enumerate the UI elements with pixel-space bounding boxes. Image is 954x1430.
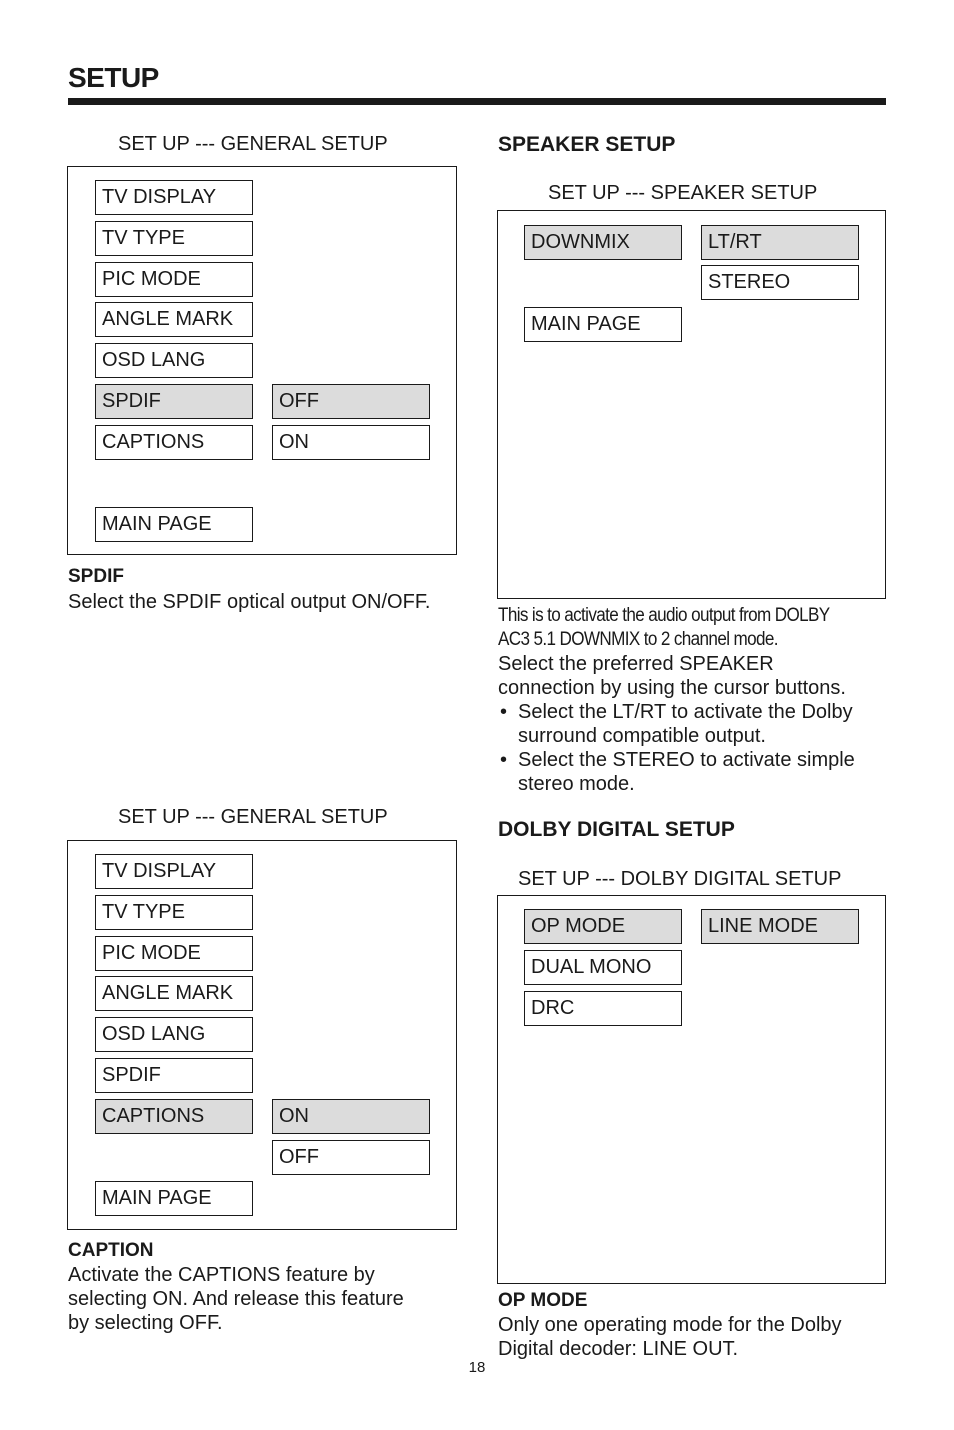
option-on: ON: [272, 425, 430, 460]
menu-item-main-page: MAIN PAGE: [524, 307, 682, 342]
spdif-note-heading: SPDIF: [68, 566, 124, 587]
option-stereo: STEREO: [701, 265, 859, 300]
op-mode-note-text: Only one operating mode for the Dolby Digital decoder: LINE OUT.: [498, 1314, 842, 1360]
title-rule: [68, 98, 886, 105]
option-off-selected: OFF: [272, 384, 430, 419]
dolby-setup-caption: SET UP --- DOLBY DIGITAL SETUP: [518, 868, 842, 890]
menu-item-spdif: SPDIF: [95, 1058, 253, 1093]
option-on-selected: ON: [272, 1099, 430, 1134]
menu-item-main-page: MAIN PAGE: [95, 507, 253, 542]
menu-item-tv-type: TV TYPE: [95, 895, 253, 930]
option-off: OFF: [272, 1140, 430, 1175]
general-setup-2-screen: [67, 840, 457, 1230]
general-setup-2-caption: SET UP --- GENERAL SETUP: [118, 806, 388, 828]
speaker-setup-screen: [497, 210, 886, 599]
dolby-setup-screen: [497, 895, 886, 1284]
bullet-item-lt-rt: • Select the LT/RT to activate the Dolby surround compatible output.: [498, 700, 855, 748]
op-mode-note-heading: OP MODE: [498, 1290, 588, 1311]
menu-item-osd-lang: OSD LANG: [95, 1017, 253, 1052]
general-setup-1-caption: SET UP --- GENERAL SETUP: [118, 133, 388, 155]
speaker-body-text: Select the preferred SPEAKER connection by using the cursor buttons.: [498, 653, 846, 699]
menu-item-drc: DRC: [524, 991, 682, 1026]
menu-item-angle-mark: ANGLE MARK: [95, 302, 253, 337]
option-line-mode-selected: LINE MODE: [701, 909, 859, 944]
menu-item-spdif-selected: SPDIF: [95, 384, 253, 419]
bullet-item-stereo: • Select the STEREO to activate simple stereo mode.: [498, 748, 855, 796]
speaker-note: This is to activate the audio output from DOLBY AC3 5.1 DOWNMIX to 2 channel mode.: [498, 605, 830, 650]
caption-note-text: Activate the CAPTIONS feature by selecting ON. And release this feature by selecting OFF.: [68, 1264, 404, 1334]
option-lt-rt-selected: LT/RT: [701, 225, 859, 260]
menu-item-pic-mode: PIC MODE: [95, 262, 253, 297]
speaker-setup-caption: SET UP --- SPEAKER SETUP: [548, 182, 818, 204]
dolby-setup-heading: DOLBY DIGITAL SETUP: [498, 818, 735, 841]
general-setup-1-screen: [67, 166, 457, 555]
menu-item-dual-mono: DUAL MONO: [524, 950, 682, 985]
menu-item-osd-lang: OSD LANG: [95, 343, 253, 378]
page-title: SETUP: [68, 62, 159, 93]
menu-item-op-mode-selected: OP MODE: [524, 909, 682, 944]
spdif-note-text: Select the SPDIF optical output ON/OFF.: [68, 591, 431, 613]
menu-item-tv-type: TV TYPE: [95, 221, 253, 256]
menu-item-downmix-selected: DOWNMIX: [524, 225, 682, 260]
page-number: 18: [468, 1359, 486, 1376]
caption-note-heading: CAPTION: [68, 1240, 154, 1261]
menu-item-tv-display: TV DISPLAY: [95, 854, 253, 889]
menu-item-tv-display: TV DISPLAY: [95, 180, 253, 215]
menu-item-pic-mode: PIC MODE: [95, 936, 253, 971]
menu-item-angle-mark: ANGLE MARK: [95, 976, 253, 1011]
speaker-setup-heading: SPEAKER SETUP: [498, 133, 676, 156]
menu-item-captions: CAPTIONS: [95, 425, 253, 460]
speaker-bullet-list: [498, 700, 855, 796]
menu-item-main-page: MAIN PAGE: [95, 1181, 253, 1216]
menu-item-captions-selected: CAPTIONS: [95, 1099, 253, 1134]
